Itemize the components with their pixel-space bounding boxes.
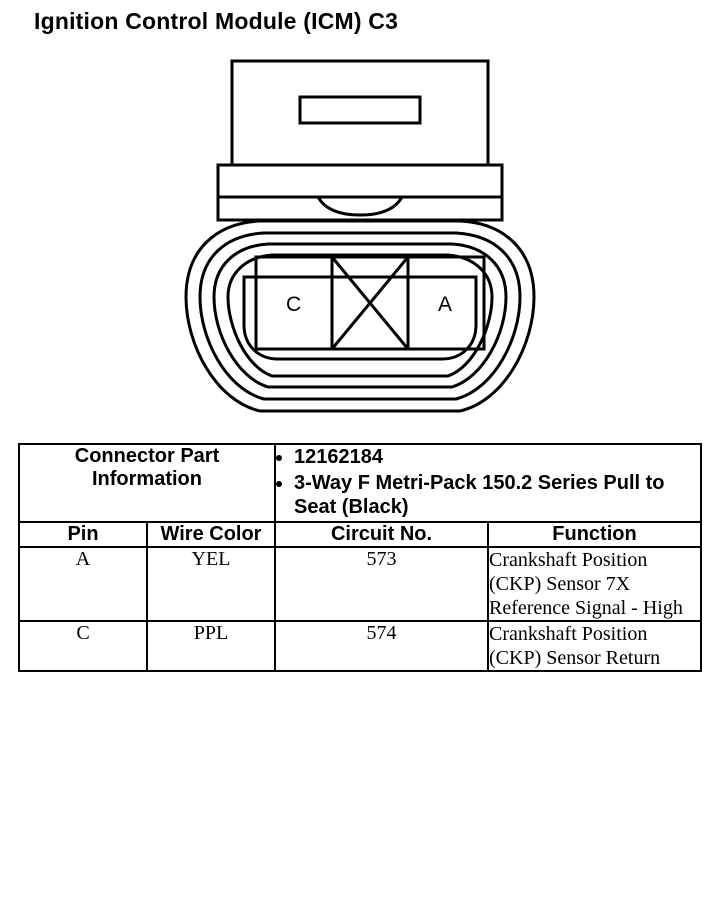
table-header-row (19, 522, 701, 547)
column-header-circuit-no: Circuit No. (275, 522, 488, 547)
cell-circuit-no: 574 (275, 621, 488, 671)
connector-diagram (140, 45, 580, 430)
connector-shoulder (218, 197, 502, 220)
cavity-c-label: C (286, 293, 302, 316)
connector-part-description: • 3-Way F Metri-Pack 150.2 Series Pull to Seat (Black) (294, 471, 700, 519)
column-header-wire-color: Wire Color (147, 522, 275, 547)
table-row (19, 621, 701, 671)
connector-part-number: • 12162184 (294, 445, 700, 469)
cell-function: Crankshaft Position (CKP) Sensor Return (488, 621, 701, 671)
cavity-a-label: A (438, 293, 453, 316)
table-row-connector-part-information (19, 444, 701, 522)
connector-part-information-label: Connector Part Information (19, 444, 275, 522)
cell-wire-color: YEL (147, 547, 275, 621)
cell-circuit-no: 573 (275, 547, 488, 621)
cell-wire-color: PPL (147, 621, 275, 671)
cell-pin: A (19, 547, 147, 621)
column-header-function: Function (488, 522, 701, 547)
column-header-pin: Pin (19, 522, 147, 547)
connector-info-table (18, 443, 702, 672)
connector-neck (218, 165, 502, 197)
table-row (19, 547, 701, 621)
connector-top-inner-slot (300, 97, 420, 123)
connector-top-body (232, 61, 488, 165)
page-title: Ignition Control Module (ICM) C3 (34, 8, 399, 34)
connector-part-information-values (275, 444, 701, 522)
cell-pin: C (19, 621, 147, 671)
cell-function: Crankshaft Position (CKP) Sensor 7X Reference Signal - High (488, 547, 701, 621)
connector-latch-tab (318, 197, 402, 215)
